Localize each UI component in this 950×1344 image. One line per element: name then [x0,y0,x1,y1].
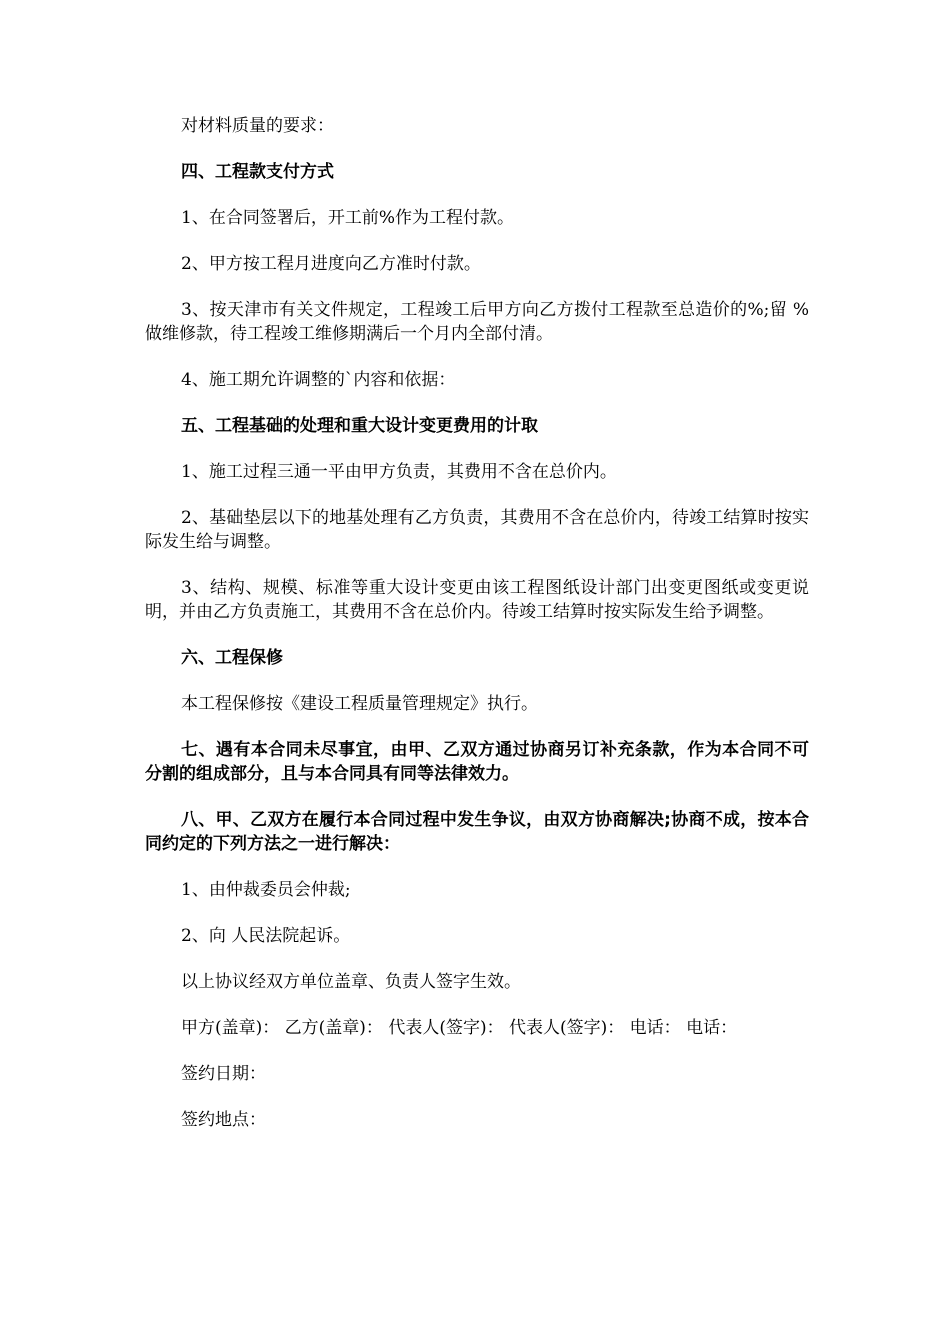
paragraph-dispute-1: 1、由仲裁委员会仲裁; [181,880,351,900]
paragraph-effective: 以上协议经双方单位盖章、负责人签字生效。 [181,972,521,992]
heading-foundation-design-change: 五、工程基础的处理和重大设计变更费用的计取 [181,416,538,436]
heading-warranty: 六、工程保修 [181,648,283,668]
paragraph-foundation-3: 3、结构、规模、标准等重大设计变更由该工程图纸设计部门出变更图纸或变更说明，并由乙方负责施工，其费用不含在总价内。待竣工结算时按实际发生给予调整。 [145,578,809,622]
paragraph-payment-2: 2、甲方按工程月进度向乙方准时付款。 [181,254,481,274]
paragraph-foundation-2: 2、基础垫层以下的地基处理有乙方负责，其费用不含在总价内，待竣工结算时按实际发生给与调整。 [145,508,809,552]
paragraph-foundation-1: 1、施工过程三通一平由甲方负责，其费用不含在总价内。 [181,462,617,482]
paragraph-dispute-2: 2、向 人民法院起诉。 [181,926,351,946]
paragraph-warranty: 本工程保修按《建设工程质量管理规定》执行。 [181,694,538,714]
paragraph-payment-3: 3、按天津市有关文件规定，工程竣工后甲方向乙方拨付工程款至总造价的%;留 %做维修款，待工程竣工维修期满后一个月内全部付清。 [145,300,809,344]
signing-date: 签约日期： [181,1064,266,1084]
signing-location: 签约地点： [181,1110,266,1130]
paragraph-payment-1: 1、在合同签署后，开工前%作为工程付款。 [181,208,514,228]
heading-payment-method: 四、工程款支付方式 [181,162,334,182]
signature-block: 甲方(盖章)： 乙方(盖章)： 代表人(签字)： 代表人(签字)： 电话： 电话： [181,1018,738,1038]
paragraph-material-quality: 对材料质量的要求： [181,116,334,136]
heading-dispute-resolution: 八、甲、乙双方在履行本合同过程中发生争议，由双方协商解决;协商不成，按本合同约定的下列方法之一进行解决： [145,810,809,854]
document-page [145,114,809,1154]
paragraph-payment-4: 4、施工期允许调整的`内容和依据： [181,370,456,390]
heading-supplementary-terms: 七、遇有本合同未尽事宜，由甲、乙双方通过协商另订补充条款，作为本合同不可分割的组成部分，且与本合同具有同等法律效力。 [145,740,809,784]
